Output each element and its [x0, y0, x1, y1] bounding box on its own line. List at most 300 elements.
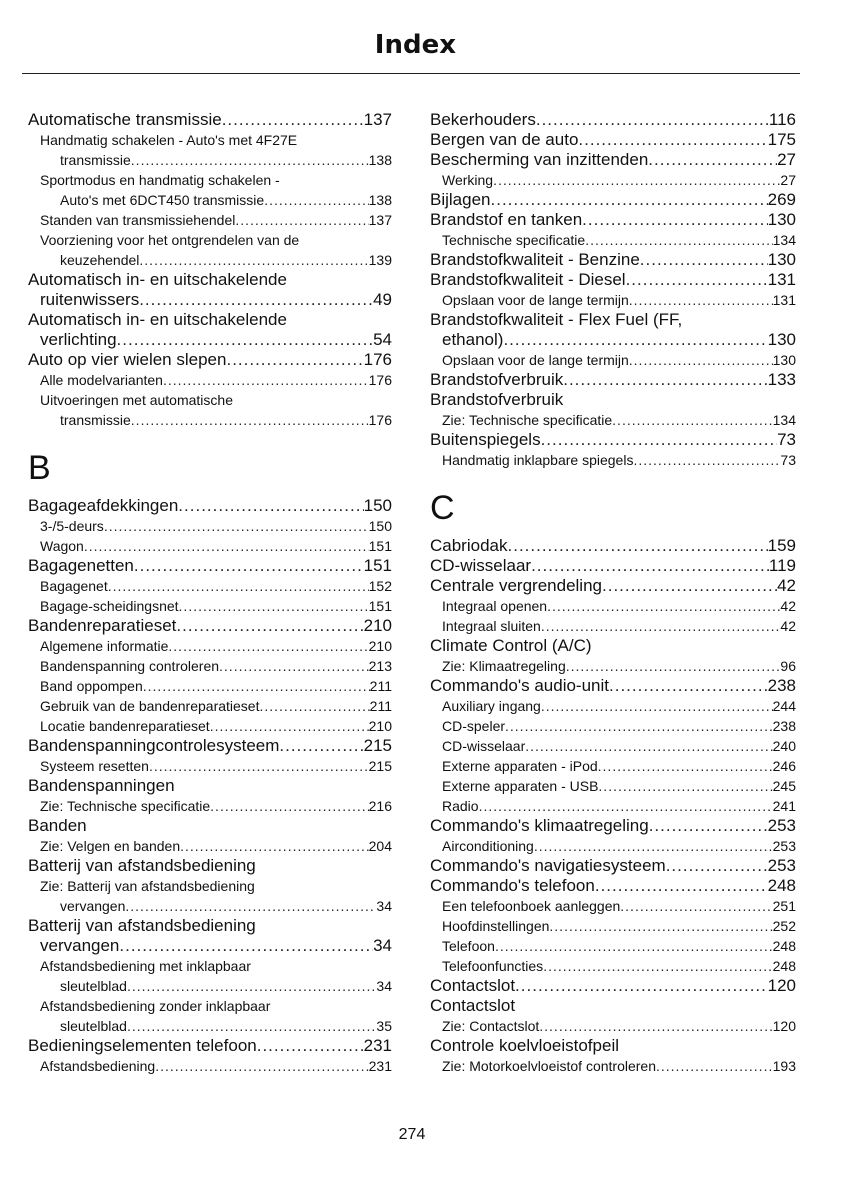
index-entry-label: Handmatig schakelen - Auto's met 4F27E	[40, 132, 298, 148]
index-entry-label: Bagagenet	[40, 578, 108, 594]
index-entry	[430, 816, 796, 836]
index-entry	[430, 576, 796, 596]
index-entry	[430, 776, 796, 796]
index-entry	[28, 290, 392, 310]
dot-leader	[143, 676, 370, 696]
dot-leader	[541, 696, 773, 716]
index-entry-label: Automatisch in- en uitschakelende	[28, 270, 287, 289]
index-entry	[430, 596, 796, 616]
index-entry-page: 215	[363, 736, 392, 755]
index-entry-label: Bekerhouders	[430, 110, 536, 129]
index-entry	[28, 310, 392, 330]
index-entry	[28, 976, 392, 996]
dot-leader	[508, 536, 768, 556]
index-entry-page: 130	[767, 330, 796, 349]
index-entry-label: Afstandsbediening	[40, 1058, 156, 1074]
index-entry	[430, 616, 796, 636]
dot-leader	[525, 736, 772, 756]
index-entry	[430, 556, 796, 576]
index-entry-label: Bandenspanningen	[28, 776, 175, 795]
dot-leader	[629, 290, 773, 310]
index-section-c	[430, 536, 796, 1076]
dot-leader	[178, 496, 363, 516]
index-entry	[430, 170, 796, 190]
index-entry	[430, 450, 796, 470]
index-entry-page: 152	[368, 578, 392, 594]
index-entry	[430, 756, 796, 776]
index-entry-label: Controle koelvloeistofpeil	[430, 1036, 619, 1055]
index-entry-page: 241	[772, 798, 796, 814]
index-entry	[430, 1016, 796, 1036]
index-entry-page: 215	[368, 758, 392, 774]
index-entry	[430, 290, 796, 310]
index-entry-label: ruitenwissers	[40, 290, 140, 309]
index-entry-page: 137	[363, 110, 392, 129]
index-entry	[28, 556, 392, 576]
index-entry-label: Auto op vier wielen slepen	[28, 350, 227, 369]
index-entry	[28, 130, 392, 150]
index-entry-label: Zie: Technische specificatie	[40, 798, 211, 814]
index-entry-page: 34	[376, 978, 392, 994]
index-entry	[28, 796, 392, 816]
index-entry-label: Batterij van afstandsbediening	[28, 856, 256, 875]
index-entry	[430, 916, 796, 936]
index-entry	[28, 350, 392, 370]
index-entry-label: Contactslot	[430, 976, 516, 995]
dot-leader	[168, 636, 368, 656]
index-entry-label: CD-wisselaar	[430, 556, 532, 575]
index-entry	[430, 270, 796, 290]
index-entry-page: 210	[368, 638, 392, 654]
index-entry-page: 176	[368, 372, 392, 388]
index-entry-label: Uitvoeringen met automatische	[40, 392, 233, 408]
dot-leader	[222, 110, 364, 130]
index-entry	[430, 310, 796, 330]
index-entry-label: Automatische transmissie	[28, 110, 222, 129]
index-entry-label: Centrale vergrendeling	[430, 576, 602, 595]
index-entry	[28, 876, 392, 896]
index-entry	[430, 636, 796, 656]
index-entry-page: 138	[368, 192, 392, 208]
index-entry-label: keuzehendel	[60, 252, 140, 268]
index-column-right	[430, 110, 796, 1076]
index-entry-label: Locatie bandenreparatieset	[40, 718, 210, 734]
index-entry	[28, 390, 392, 410]
index-entry	[430, 856, 796, 876]
index-entry-label: Een telefoonboek aanleggen	[442, 898, 621, 914]
index-entry	[430, 370, 796, 390]
dot-leader	[547, 596, 780, 616]
index-entry	[28, 370, 392, 390]
dot-leader	[629, 350, 773, 370]
index-entry-label: Telefoon	[442, 938, 495, 954]
index-entry-label: ethanol)	[442, 330, 504, 349]
index-entry-page: 96	[780, 658, 796, 674]
index-entry	[28, 410, 392, 430]
index-entry-label: Sportmodus en handmatig schakelen -	[40, 172, 280, 188]
dot-leader	[534, 836, 773, 856]
index-entry	[28, 816, 392, 836]
index-entry	[430, 716, 796, 736]
index-entry-page: 238	[772, 718, 796, 734]
section-letter-b: B	[28, 449, 51, 487]
index-entry-page: 175	[767, 130, 796, 149]
index-entry	[430, 996, 796, 1016]
index-entry	[430, 430, 796, 450]
dot-leader	[127, 1016, 376, 1036]
index-entry-label: Zie: Batterij van afstandsbediening	[40, 878, 255, 894]
index-entry	[430, 956, 796, 976]
dot-leader	[656, 1056, 773, 1076]
index-entry-label: CD-wisselaar	[442, 738, 526, 754]
index-entry-page: 251	[772, 898, 796, 914]
dot-leader	[541, 430, 778, 450]
index-entry-page: 231	[368, 1058, 392, 1074]
index-entry-page: 231	[363, 1036, 392, 1055]
index-entry-label: Bescherming van inzittenden	[430, 150, 649, 169]
index-entry-page: 134	[772, 412, 796, 428]
index-entry	[430, 696, 796, 716]
index-entry-page: 240	[772, 738, 796, 754]
index-entry-label: Bandenspanning controleren	[40, 658, 220, 674]
index-entry-page: 73	[777, 430, 796, 449]
index-entry	[28, 656, 392, 676]
index-entry-label: Zie: Technische specificatie	[442, 412, 613, 428]
index-entry-label: Brandstofkwaliteit - Diesel	[430, 270, 626, 289]
dot-leader	[585, 230, 772, 250]
dot-leader	[598, 776, 772, 796]
index-entry-page: 151	[368, 598, 392, 614]
dot-leader	[598, 756, 773, 776]
index-section-b	[28, 496, 392, 1076]
index-entry	[430, 1036, 796, 1056]
index-entry-label: Handmatig inklapbare spiegels	[442, 452, 634, 468]
index-entry-page: 133	[767, 370, 796, 389]
index-entry-page: 238	[767, 676, 796, 695]
dot-leader	[155, 1056, 368, 1076]
index-entry-label: CD-speler	[442, 718, 506, 734]
dot-leader	[84, 536, 369, 556]
index-entry-page: 246	[772, 758, 796, 774]
index-entry	[430, 250, 796, 270]
dot-leader	[505, 716, 773, 736]
index-entry-label: Systeem resetten	[40, 758, 149, 774]
index-entry	[430, 230, 796, 250]
index-entry-page: 134	[772, 232, 796, 248]
index-entry-label: Afstandsbediening met inklapbaar	[40, 958, 251, 974]
index-entry	[28, 150, 392, 170]
index-entry-label: Cabriodak	[430, 536, 508, 555]
index-entry	[28, 230, 392, 250]
index-entry	[430, 976, 796, 996]
dot-leader	[235, 210, 368, 230]
index-entry-page: 244	[772, 698, 796, 714]
dot-leader	[226, 350, 363, 370]
index-entry-label: Auto's met 6DCT450 transmissie	[60, 192, 265, 208]
index-entry	[28, 1056, 392, 1076]
dot-leader	[259, 696, 369, 716]
index-entry-label: Brandstofkwaliteit - Benzine	[430, 250, 640, 269]
index-entry	[28, 956, 392, 976]
dot-leader	[595, 876, 768, 896]
index-entry-label: Bedieningselementen telefoon	[28, 1036, 257, 1055]
page-number: 274	[398, 1126, 426, 1143]
dot-leader	[219, 656, 369, 676]
index-entry	[430, 330, 796, 350]
index-entry-page: 204	[368, 838, 392, 854]
index-entry-label: vervangen	[40, 936, 120, 955]
index-entry	[28, 250, 392, 270]
index-entry-label: Commando's audio-unit	[430, 676, 610, 695]
dot-leader	[479, 796, 773, 816]
index-entry-page: 138	[368, 152, 392, 168]
index-entry-page: 137	[368, 212, 392, 228]
index-entry-page: 269	[767, 190, 796, 209]
index-column-left	[28, 110, 392, 1076]
index-entry	[430, 350, 796, 370]
index-entry-label: Brandstof en tanken	[430, 210, 583, 229]
index-entry-page: 253	[767, 816, 796, 835]
index-entry	[28, 676, 392, 696]
dot-leader	[539, 1016, 772, 1036]
dot-leader	[108, 576, 369, 596]
index-entry-page: 176	[363, 350, 392, 369]
index-entry-label: Contactslot	[430, 996, 516, 1015]
index-entry	[28, 896, 392, 916]
index-entry-page: 248	[772, 958, 796, 974]
index-section-a-continued	[28, 110, 392, 430]
dot-leader	[531, 556, 769, 576]
dot-leader	[131, 410, 369, 430]
index-entry-label: Zie: Contactslot	[442, 1018, 540, 1034]
index-entry	[28, 330, 392, 350]
index-entry-label: Externe apparaten - USB	[442, 778, 599, 794]
index-entry-label: Banden	[28, 816, 87, 835]
index-entry-label: Voorziening voor het ontgrendelen van de	[40, 232, 300, 248]
index-entry-label: 3-/5-deurs	[40, 518, 104, 534]
dot-leader	[119, 936, 373, 956]
dot-leader	[543, 956, 772, 976]
index-entry-page: 176	[368, 412, 392, 428]
index-entry-label: Opslaan voor de lange termijn	[442, 352, 629, 368]
index-entry-page: 42	[780, 598, 796, 614]
dot-leader	[609, 676, 768, 696]
index-entry-label: vervangen	[60, 898, 126, 914]
index-entry-label: Bergen van de auto	[430, 130, 579, 149]
index-entry-page: 211	[369, 678, 392, 694]
index-entry-label: Wagon	[40, 538, 84, 554]
dot-leader	[563, 370, 767, 390]
index-entry-label: transmissie	[60, 412, 131, 428]
dot-leader	[633, 450, 780, 470]
index-entry-page: 27	[777, 150, 796, 169]
index-section-b-continued	[430, 110, 796, 470]
index-entry-page: 216	[368, 798, 392, 814]
dot-leader	[493, 170, 780, 190]
index-entry-label: Airconditioning	[442, 838, 534, 854]
index-entry-page: 73	[780, 452, 796, 468]
dot-leader	[648, 150, 777, 170]
index-entry-label: Commando's klimaatregeling	[430, 816, 649, 835]
index-entry	[28, 170, 392, 190]
index-entry-page: 139	[368, 252, 392, 268]
index-entry	[430, 936, 796, 956]
dot-leader	[491, 190, 768, 210]
index-entry	[28, 270, 392, 290]
section-letter-c: C	[430, 489, 455, 527]
index-entry-page: 49	[373, 290, 392, 309]
index-entry	[28, 516, 392, 536]
dot-leader	[515, 976, 768, 996]
index-entry-page: 35	[376, 1018, 392, 1034]
index-entry-page: 130	[772, 352, 796, 368]
index-entry-label: Brandstofverbruik	[430, 390, 564, 409]
index-entry-page: 34	[376, 898, 392, 914]
index-entry-label: Alle modelvarianten	[40, 372, 163, 388]
index-entry-label: Technische specificatie	[442, 232, 586, 248]
index-entry-page: 42	[780, 618, 796, 634]
dot-leader	[264, 190, 368, 210]
index-entry	[430, 796, 796, 816]
index-entry	[430, 190, 796, 210]
dot-leader	[149, 756, 369, 776]
index-entry-page: 193	[772, 1058, 796, 1074]
index-entry	[28, 836, 392, 856]
index-entry-page: 131	[767, 270, 796, 289]
index-entry-label: Integraal sluiten	[442, 618, 541, 634]
index-entry-label: Zie: Klimaatregeling	[442, 658, 566, 674]
dot-leader	[180, 836, 369, 856]
index-entry-label: Zie: Velgen en banden	[40, 838, 181, 854]
dot-leader	[163, 370, 369, 390]
dot-leader	[578, 130, 767, 150]
index-entry-page: 159	[767, 536, 796, 555]
index-entry	[28, 756, 392, 776]
index-entry-label: Externe apparaten - iPod	[442, 758, 598, 774]
index-entry-page: 27	[780, 172, 796, 188]
index-entry-label: Commando's telefoon	[430, 876, 595, 895]
dot-leader	[495, 936, 773, 956]
index-entry-page: 248	[767, 876, 796, 895]
index-entry-label: Bandenspanningcontrolesysteem	[28, 736, 280, 755]
index-entry-page: 151	[363, 556, 392, 575]
index-entry-page: 213	[368, 658, 392, 674]
index-entry-label: sleutelblad	[60, 1018, 127, 1034]
dot-leader	[139, 290, 373, 310]
dot-leader	[549, 916, 772, 936]
dot-leader	[179, 596, 369, 616]
index-entry	[430, 410, 796, 430]
index-entry-label: Werking	[442, 172, 494, 188]
dot-leader	[210, 796, 368, 816]
index-entry-page: 116	[768, 110, 796, 129]
dot-leader	[279, 736, 363, 756]
index-entry-page: 54	[373, 330, 392, 349]
dot-leader	[131, 150, 369, 170]
dot-leader	[117, 330, 374, 350]
index-entry-page: 253	[767, 856, 796, 875]
index-entry	[430, 656, 796, 676]
index-entry	[430, 110, 796, 130]
index-entry-label: Batterij van afstandsbediening	[28, 916, 256, 935]
index-entry	[28, 1036, 392, 1056]
index-entry	[28, 1016, 392, 1036]
dot-leader	[104, 516, 369, 536]
index-entry-page: 131	[772, 292, 796, 308]
index-entry-page: 34	[373, 936, 392, 955]
dot-leader	[139, 250, 368, 270]
index-entry	[28, 636, 392, 656]
index-entry	[28, 736, 392, 756]
index-entry	[430, 736, 796, 756]
index-entry-label: sleutelblad	[60, 978, 127, 994]
index-entry-label: Algemene informatie	[40, 638, 169, 654]
dot-leader	[640, 250, 768, 270]
index-entry	[28, 536, 392, 556]
index-entry-label: Climate Control (A/C)	[430, 636, 592, 655]
dot-leader	[176, 616, 363, 636]
index-entry-page: 210	[368, 718, 392, 734]
index-entry-page: 253	[772, 838, 796, 854]
index-entry-label: transmissie	[60, 152, 131, 168]
index-entry	[28, 210, 392, 230]
dot-leader	[257, 1036, 364, 1056]
index-entry	[28, 190, 392, 210]
index-entry-label: Brandstofverbruik	[430, 370, 564, 389]
dot-leader	[612, 410, 772, 430]
dot-leader	[620, 896, 772, 916]
index-entry	[28, 936, 392, 956]
index-entry	[28, 576, 392, 596]
index-entry-label: Band oppompen	[40, 678, 143, 694]
dot-leader	[666, 856, 768, 876]
dot-leader	[127, 976, 376, 996]
index-entry-label: Bagage-scheidingsnet	[40, 598, 179, 614]
index-entry	[28, 996, 392, 1016]
index-entry-label: Hoofdinstellingen	[442, 918, 550, 934]
index-entry-page: 42	[777, 576, 796, 595]
index-entry	[430, 1056, 796, 1076]
index-entry-label: Standen van transmissiehendel	[40, 212, 236, 228]
index-entry-label: Radio	[442, 798, 479, 814]
index-entry	[28, 916, 392, 936]
index-entry-label: Automatisch in- en uitschakelende	[28, 310, 287, 329]
index-entry-label: Bandenreparatieset	[28, 616, 177, 635]
index-entry	[28, 616, 392, 636]
index-entry-page: 211	[369, 698, 392, 714]
index-entry-label: Commando's navigatiesysteem	[430, 856, 666, 875]
index-entry	[28, 696, 392, 716]
index-entry-label: Bijlagen	[430, 190, 491, 209]
dot-leader	[541, 616, 781, 636]
index-entry-page: 119	[768, 556, 796, 575]
index-entry-label: Afstandsbediening zonder inklapbaar	[40, 998, 271, 1014]
index-entry-label: Integraal openen	[442, 598, 548, 614]
header-divider	[22, 73, 800, 74]
index-entry-label: Auxiliary ingang	[442, 698, 541, 714]
index-entry-page: 130	[767, 210, 796, 229]
index-entry-label: Opslaan voor de lange termijn	[442, 292, 629, 308]
index-entry	[430, 896, 796, 916]
index-entry-page: 120	[767, 976, 796, 995]
index-entry-page: 245	[772, 778, 796, 794]
index-entry-page: 248	[772, 938, 796, 954]
index-entry	[28, 716, 392, 736]
index-entry	[28, 110, 392, 130]
index-entry-page: 150	[363, 496, 392, 515]
index-entry-page: 120	[772, 1018, 796, 1034]
index-entry	[430, 536, 796, 556]
